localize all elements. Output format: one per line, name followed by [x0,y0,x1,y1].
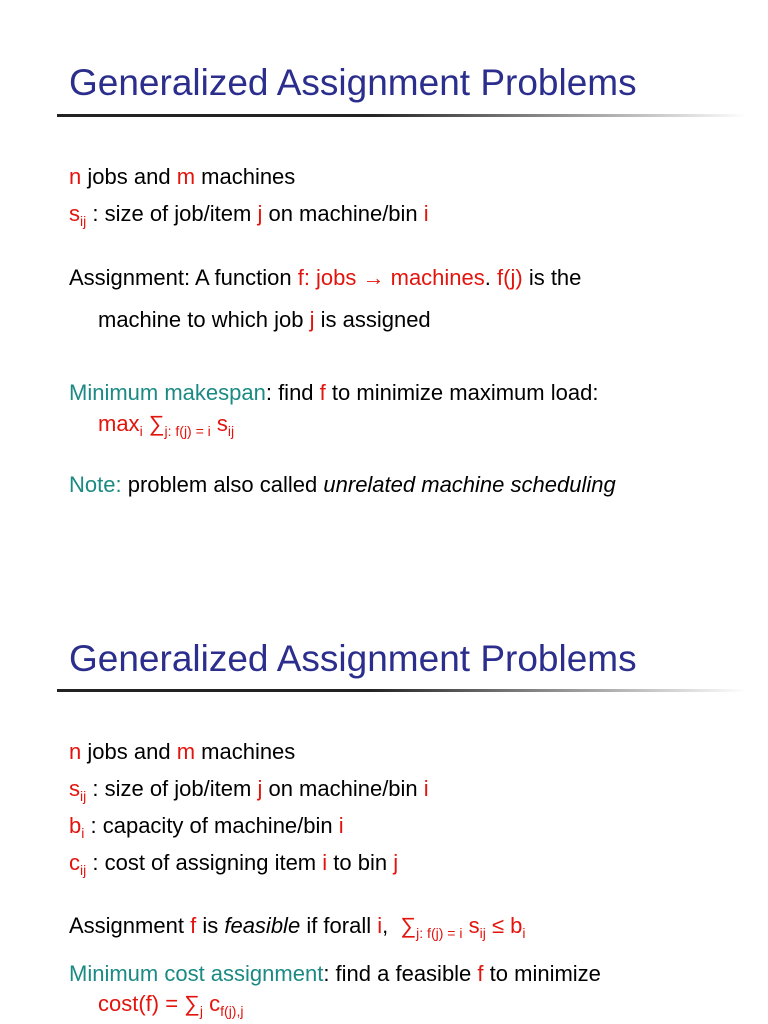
min-cost-line: Minimum cost assignment: find a feasible f to minimize [69,961,601,986]
feasibility-line: Assignment f is feasible if forall i, $\sum_{j: f(j) = i}$ $s_{ij} \le b_i$ [69,913,526,941]
assignment-definition-line: Assignment: A function f: jobs → machines. f(j) is the [69,265,582,290]
assignment-continuation-line: machine to which job j is assigned [98,307,431,332]
slide-title: Generalized Assignment Problems [69,62,637,103]
jobs-machines-line: n jobs and m machines [69,739,296,764]
cost-formula: $\cos t(f) = \sum_j$ $c_{f(j),j}$ [98,991,244,1019]
sum-symbol: ∑ [148,411,165,436]
makespan-formula: $\max_i \sum_{j: f(j) = i}$ $s_{ij}$ [98,411,235,439]
title-divider [57,689,747,692]
slide-title: Generalized Assignment Problems [69,638,637,679]
size-definition-line: $s_{ij}$ : size of job/item j on machine/bin i [69,201,429,229]
jobs-machines-line: n jobs and m machines [69,164,296,189]
cost-definition-line: $c_{ij}$ : cost of assigning item i to bin j [69,850,399,878]
sum-symbol: ∑ [184,991,200,1016]
sum-symbol: ∑ [400,913,417,938]
size-definition-line: $s_{ij}$ : size of job/item j on machine/bin i [69,776,429,804]
note-line: Note: problem also called unrelated machine scheduling [69,472,616,497]
makespan-line: Minimum makespan: find f to minimize maximum load: [69,380,599,405]
capacity-definition-line: $b_i$ : capacity of machine/bin i [69,813,344,841]
